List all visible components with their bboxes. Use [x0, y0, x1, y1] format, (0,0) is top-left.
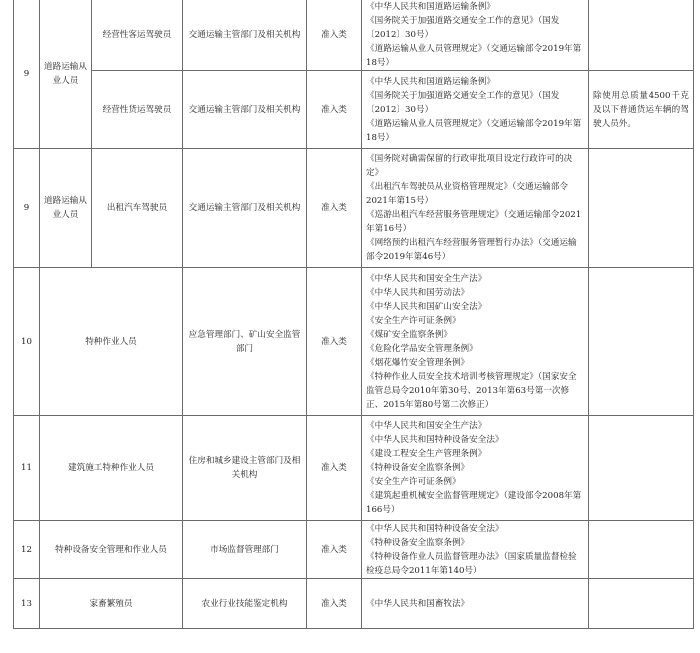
qualification-type: 准入类: [307, 0, 362, 71]
occupation-name: 经营性客运驾驶员: [92, 0, 183, 71]
remark: [589, 579, 694, 629]
table-row: [14, 521, 694, 579]
category-group: 道路运输从业人员: [40, 0, 92, 149]
implementing-department: 应急管理部门、矿山安全监管部门: [183, 268, 307, 416]
legal-basis: [362, 149, 589, 268]
remark: [589, 521, 694, 579]
basis-item: 《中华人民共和国特种设备安全法》: [366, 435, 504, 445]
category-group: 道路运输从业人员: [40, 149, 92, 268]
basis-item: 《中华人民共和国矿山安全法》: [366, 301, 487, 312]
legal-basis: [362, 416, 589, 521]
row-number: 11: [14, 416, 40, 521]
basis-item: 《安全生产许可证条例》: [366, 315, 461, 326]
legal-basis: [362, 268, 589, 416]
row-number: 9: [14, 149, 40, 268]
basis-item: 《中华人民共和国安全生产法》: [366, 421, 487, 431]
basis-item: 《建筑起重机械安全监督管理规定》（建设部令2008年第166号）: [366, 491, 582, 515]
basis-item: 《特种设备作业人员监督管理办法》（国家质量监督检验检疫总局令2011年第140号）: [366, 551, 577, 576]
occupation-name: 特种设备安全管理和作业人员: [40, 521, 183, 579]
table-row: [14, 416, 694, 521]
occupation-name: 特种作业人员: [40, 268, 183, 416]
qualification-table: [13, 0, 694, 629]
basis-item: 《道路运输从业人员管理规定》（交通运输部令2019年第18号）: [366, 44, 582, 68]
basis-item: 《中华人民共和国安全生产法》: [366, 273, 487, 284]
legal-basis: [362, 71, 589, 149]
implementing-department: 住房和城乡建设主管部门及相关机构: [183, 416, 307, 521]
row-number: 13: [14, 579, 40, 629]
implementing-department: 交通运输主管部门及相关机构: [183, 149, 307, 268]
table-row: [14, 149, 694, 268]
basis-item: 《安全生产许可证条例》: [366, 477, 461, 487]
qualification-type: 准入类: [307, 521, 362, 579]
legal-basis: [362, 521, 589, 579]
occupation-name: 经营性货运驾驶员: [92, 71, 183, 149]
occupation-name: 建筑施工特种作业人员: [40, 416, 183, 521]
basis-item: 《国务院关于加强道路交通安全工作的意见》（国发〔2012〕30号）: [366, 16, 560, 40]
basis-item: 《特种设备安全监察条例》: [366, 537, 470, 548]
row-number: 12: [14, 521, 40, 579]
basis-item: 《出租汽车驾驶员从业资格管理规定》（交通运输部令2021年第15号）: [366, 182, 568, 206]
basis-item: 《国务院对确需保留的行政审批项目设定行政许可的决定》: [366, 154, 573, 178]
occupation-name: 出租汽车驾驶员: [92, 149, 183, 268]
row-number: 9: [14, 0, 40, 149]
implementing-department: 市场监督管理部门: [183, 521, 307, 579]
basis-item: 《巡游出租汽车经营服务管理规定》（交通运输部令2021年第16号）: [366, 210, 582, 234]
table-row: [14, 579, 694, 629]
basis-item: 《特种作业人员安全技术培训考核管理规定》（国家安全监管总局令2010年第30号、2013年第63号第一次修正、2015年第80号第二次修正）: [366, 371, 577, 410]
qualification-type: 准入类: [307, 149, 362, 268]
basis-item: 《道路运输从业人员管理规定》（交通运输部令2019年第18号）: [366, 118, 582, 143]
implementing-department: 交通运输主管部门及相关机构: [183, 0, 307, 71]
implementing-department: 交通运输主管部门及相关机构: [183, 71, 307, 149]
basis-item: 《中华人民共和国道路运输条例》: [366, 76, 495, 87]
qualification-type: 准入类: [307, 268, 362, 416]
basis-item: 《烟花爆竹安全管理条例》: [366, 357, 470, 368]
table-row: [14, 0, 694, 71]
qualification-type: 准入类: [307, 416, 362, 521]
legal-basis: [362, 0, 589, 71]
implementing-department: 农业行业技能鉴定机构: [183, 579, 307, 629]
qualification-type: 准入类: [307, 579, 362, 629]
remark: 除使用总质量4500千克及以下普通货运车辆的驾驶人员外。: [589, 71, 694, 149]
qualification-table-page: [13, 0, 693, 629]
qualification-type: 准入类: [307, 71, 362, 149]
basis-item: 《建设工程安全生产管理条例》: [366, 449, 487, 459]
legal-basis: [362, 579, 589, 629]
remark: [589, 149, 694, 268]
basis-item: 《危险化学品安全管理条例》: [366, 343, 478, 354]
table-row: [14, 71, 694, 149]
basis-item: 《国务院关于加强道路交通安全工作的意见》（国发〔2012〕30号）: [366, 90, 560, 115]
basis-item: 《网络预约出租汽车经营服务管理暂行办法》（交通运输部令2019年第46号）: [366, 238, 577, 262]
row-number: 10: [14, 268, 40, 416]
basis-item: 《中华人民共和国劳动法》: [366, 287, 470, 298]
basis-item: 《煤矿安全监察条例》: [366, 329, 452, 340]
table-row: [14, 268, 694, 416]
remark: [589, 268, 694, 416]
basis-item: 《特种设备安全监察条例》: [366, 463, 470, 473]
basis-item: 《中华人民共和国道路运输条例》: [366, 2, 495, 12]
basis-item: 《中华人民共和国特种设备安全法》: [366, 523, 504, 534]
remark: [589, 0, 694, 71]
remark: [589, 416, 694, 521]
occupation-name: 家畜繁殖员: [40, 579, 183, 629]
basis-item: 《中华人民共和国畜牧法》: [366, 598, 470, 609]
